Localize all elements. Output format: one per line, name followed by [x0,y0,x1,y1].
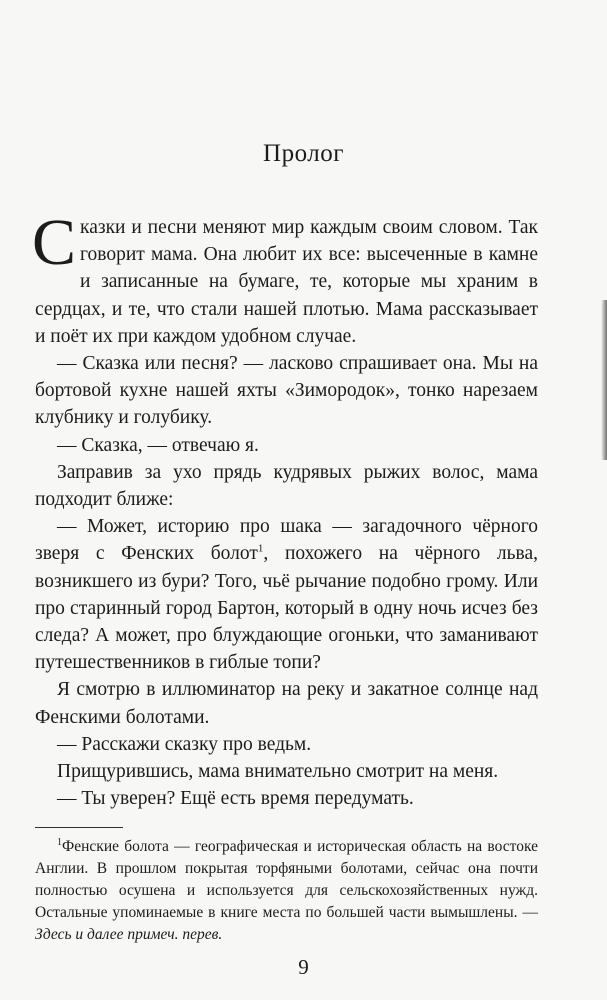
paragraph-2: — Сказка или песня? — ласково спрашивает она. Мы на бортовой кухне нашей яхты «Зимородок», тонко нарезаем клубнику и голубику. [35,353,538,429]
paragraph-7: — Расскажи сказку про ведьм. [57,733,312,755]
chapter-title: Пролог [263,140,344,167]
paragraph-9: — Ты уверен? Ещё есть время передумать. [57,788,414,810]
page-number: 9 [298,955,309,979]
paragraph-1-text: казки и песни меняют мир каждым своим словом. Так говорит мама. Она любит их все: высеченные в камне и записанные на бумаге, те, которые мы храним в сердцах, и те, что стали нашей плотью. Мама рассказывает и поёт их при каждом удобном случае. [35,217,538,347]
footnote-divider [35,827,123,828]
drop-cap: С [32,206,77,279]
paragraph-5 [35,513,538,676]
footnote-marker: 1 [57,836,62,848]
footnote-translator-note: Здесь и далее примеч. перев. [35,926,223,943]
paragraph-8: Прищурившись, мама внимательно смотрит на меня. [57,761,499,783]
paragraph-5-text-b: , похожего на чёрного льва, возникшего из бури? Того, чьё рычание подобно грому. Или про старинный город Бартон, который в одну ночь исчез без следа? А может, про блуждающие огоньки, что заманивают путешественников в гиблые топи? [35,543,539,674]
paragraph-5-text-a: — Может, историю про шака — загадочного чёрного зверя с Фенских болот [35,516,538,565]
footnote-reference: 1 [257,542,264,555]
paragraph-1 [32,206,538,350]
paragraph-4: Заправив за ухо прядь кудрявых рыжих волос, мама подходит ближе: [35,461,538,511]
paragraph-6: Я смотрю в иллюминатор на реку и закатное солнце над Фенскими болотами. [35,679,538,728]
page-edge-shadow [601,300,607,460]
footnote-text: Фенские болота — географическая и историческая область на востоке Англии. В прошлом покрытая торфяными болотами, сейчас она почти полностью осушена и используется для сельскохозяйственных нужд. Остальные упоминаемые в книге места по большей части вымышлены. — [35,838,538,921]
paragraph-3: — Сказка, — отвечаю я. [57,434,259,456]
body-text [32,206,539,812]
footnote [35,836,538,946]
